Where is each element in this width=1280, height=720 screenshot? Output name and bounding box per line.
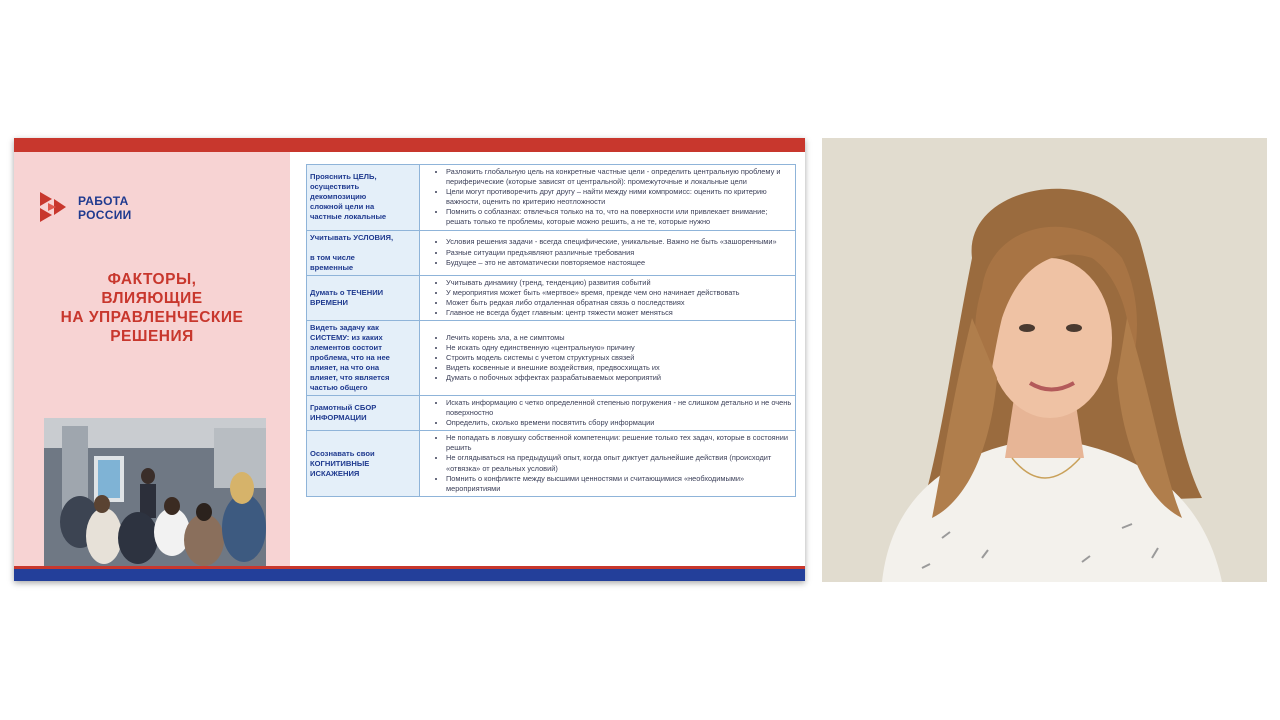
table-row [307,165,796,231]
table-row [307,275,796,320]
list-item: • У мероприятия может быть «мертвое» время, прежде чем оно начинает действовать [446,288,792,298]
list-item: • Главное не всегда будет главным: центр тяжести может меняться [446,308,792,318]
list-item: • Лечить корень зла, а не симптомы [446,333,792,343]
list-item: • Помнить о конфликте между высшими ценностями и считающимися «необходимыми» мероприятиями [446,474,792,494]
logo-text-line1: РАБОТА [78,194,129,208]
table-row [307,320,796,395]
slide-top-bar [14,138,805,152]
items-cell [420,320,796,395]
condition-cell: Прояснить ЦЕЛЬ, осуществить декомпозицию сложной цели на частные локальные [307,165,420,231]
condition-cell: Осознавать свои КОГНИТИВНЫЕ ИСКАЖЕНИЯ [307,431,420,497]
list-item: • Будущее – это не автоматически повторяемое настоящее [446,258,792,268]
list-item: • Не попадать в ловушку собственной компетенции: решение только тех задач, которые в состоянии решить [446,433,792,453]
condition-cell: Думать о ТЕЧЕНИИ ВРЕМЕНИ [307,275,420,320]
items-cell [420,165,796,231]
list-item: • Строить модель системы с учетом структурных связей [446,353,792,363]
table-row [307,395,796,430]
slide-title-line: ВЛИЯЮЩИЕ [101,290,203,307]
slide-title-line: НА УПРАВЛЕНЧЕСКИЕ [60,309,244,326]
meeting-photo [44,418,266,566]
slide-title-line: РЕШЕНИЯ [110,328,194,345]
list-item: • Не искать одну единственную «центральную» причину [446,343,792,353]
list-item: • Видеть косвенные и внешние воздействия, предвосхищать их [446,363,792,373]
items-cell [420,395,796,430]
list-item: • Помнить о соблазнах: отвлечься только на то, что на поверхности или привлекает внимание; решать только те проблемы, которые можно решить, а не те, которые нужно [446,207,792,227]
items-cell [420,431,796,497]
list-item: • Условия решения задачи - всегда специфические, уникальные. Важно не быть «зашоренными» [446,237,792,247]
logo-text-line2: РОССИИ [78,208,132,222]
speaker-video [822,138,1267,582]
presentation-slide [14,138,805,581]
list-item: • Учитывать динамику (тренд, тенденцию) развития событий [446,278,792,288]
rabota-rossii-logo-icon [38,190,72,224]
items-cell [420,230,796,275]
list-item: • Определить, сколько времени посвятить сбору информации [446,418,792,428]
speaker-portrait [822,138,1267,582]
slide-bottom-bar [14,569,805,581]
list-item: • Не оглядываться на предыдущий опыт, когда опыт диктует дальнейшие действия (происходит «отвязка» от реальных условий) [446,453,792,473]
table-row [307,431,796,497]
table-row [307,230,796,275]
list-item: • Разложить глобальную цель на конкретные частные цели - определить центральную проблему и периферические (которые зависят от центральной): промежуточные и локальные цели [446,167,792,187]
condition-cell: Грамотный СБОР ИНФОРМАЦИИ [307,395,420,430]
slide-left-panel [14,152,290,569]
factors-table [306,164,796,497]
condition-cell: Учитывать УСЛОВИЯ, в том числе временные [307,230,420,275]
slide-title-line: ФАКТОРЫ, [107,271,197,288]
list-item: • Может быть редкая либо отдаленная обратная связь о последствиях [446,298,792,308]
list-item: • Разные ситуации предъявляют различные требования [446,248,792,258]
condition-cell: Видеть задачу как СИСТЕМУ: из каких элементов состоит проблема, что на нее влияет, на что она влияет, что является частью общего [307,320,420,395]
logo [38,188,168,228]
list-item: • Искать информацию с четко определенной степенью погружения - не слишком детально и не очень поверхностно [446,398,792,418]
items-cell [420,275,796,320]
list-item: • Думать о побочных эффектах разрабатываемых мероприятий [446,373,792,383]
list-item: • Цели могут противоречить друг другу – найти между ними компромисс: оценить по критерию важности, оценить по критерию неотложности [446,187,792,207]
slide-title [14,270,290,346]
